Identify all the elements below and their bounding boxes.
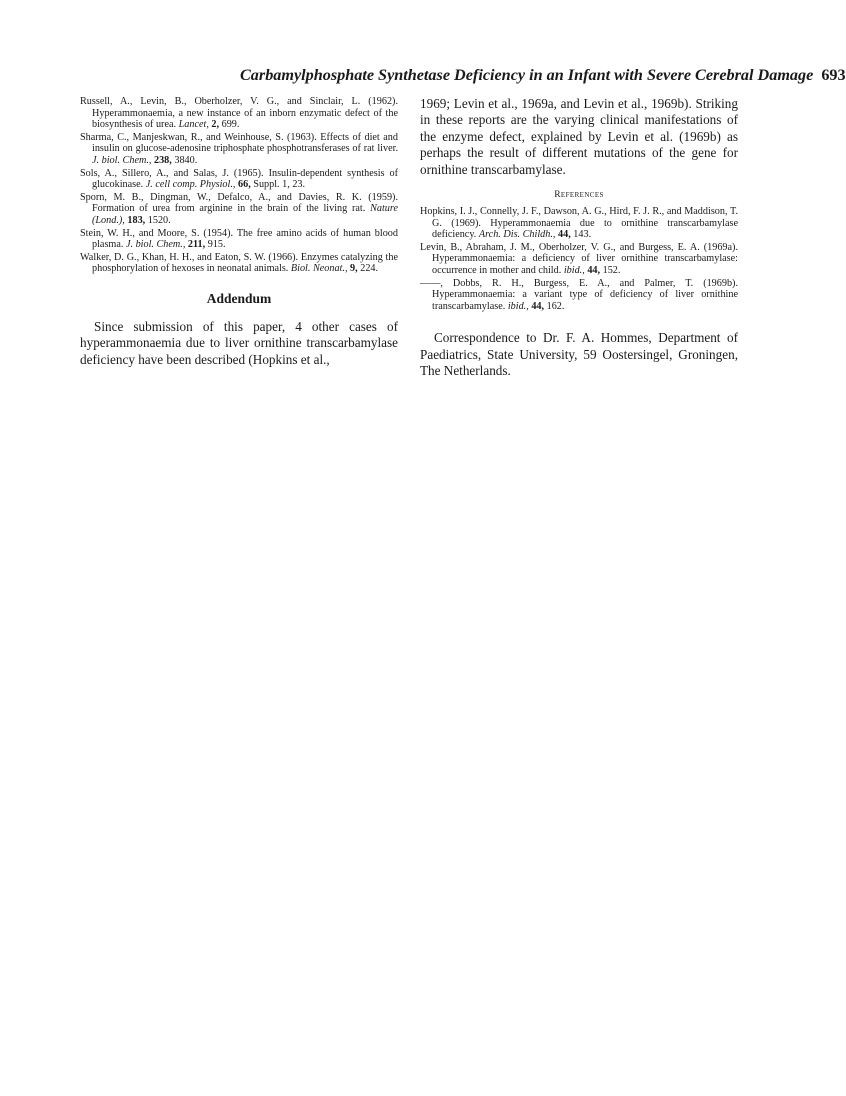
running-head-title: Carbamylphosphate Synthetase Deficiency in an Infant with Severe Cerebral Damage <box>240 66 814 84</box>
reference-entry: Walker, D. G., Khan, H. H., and Eaton, S. W. (1966). Enzymes catalyzing the phosphorylation of hexoses in neonatal animals. Biol. Neonat., 9, 224. <box>80 251 398 275</box>
addendum-text-left: Since submission of this paper, 4 other cases of hyperammonaemia due to liver ornithine transcarbamylase deficiency have been described (Hopkins et al., <box>80 318 398 367</box>
reference-entry: ——, Dobbs, R. H., Burgess, E. A., and Palmer, T. (1969b). Hyperammonaemia: a variant type of deficiency of liver ornithine transcarbamylase. ibid., 44, 162. <box>420 277 738 312</box>
reference-entry: Sharma, C., Manjeskwan, R., and Weinhouse, S. (1963). Effects of diet and insulin on glucose-adenosine triphosphate phosphotransferases of rat liver. J. biol. Chem., 238, 3840. <box>80 131 398 166</box>
page-number: 693 <box>821 66 846 84</box>
left-column <box>80 96 398 368</box>
correspondence-note: Correspondence to Dr. F. A. Hommes, Department of Paediatrics, State University, 59 Oostersingel, Groningen, The Netherlands. <box>420 330 738 379</box>
reference-entry: Russell, A., Levin, B., Oberholzer, V. G., and Sinclair, L. (1962). Hyperammonaemia, a new instance of an inborn enzymatic defect of the biosynthesis of urea. Lancet, 2, 699. <box>80 96 398 131</box>
reference-entry: Stein, W. H., and Moore, S. (1954). The free amino acids of human blood plasma. J. biol. Chem., 211, 915. <box>80 227 398 251</box>
references-heading: References <box>554 190 604 201</box>
reference-entry: Sols, A., Sillero, A., and Salas, J. (1965). Insulin-dependent synthesis of glucokinase. J. cell comp. Physiol., 66, Suppl. 1, 23. <box>80 167 399 191</box>
addendum-heading: Addendum <box>206 290 272 306</box>
running-head <box>240 66 846 85</box>
reference-entry: Sporn, M. B., Dingman, W., Defalco, A., and Davies, R. K. (1959). Formation of urea from arginine in the brain of the living rat. Nature (Lond.), 183, 1520. <box>80 191 398 226</box>
right-column <box>420 96 738 393</box>
addendum-text-right: 1969; Levin et al., 1969a, and Levin et al., 1969b). Striking in these reports are the varying clinical manifestations of the enzyme defect, explained by Levin et al. (1969b) as perhaps the result of different mutations of the gene for ornithine transcarbamylase. <box>420 96 738 177</box>
reference-entry: Hopkins, I. J., Connelly, J. F., Dawson, A. G., Hird, F. J. R., and Maddison, T. G. (1969). Hyperammonaemia due to ornithine transcarbamylase deficiency. Arch. Dis. Childh., 44, 143. <box>420 206 738 241</box>
reference-entry: Levin, B., Abraham, J. M., Oberholzer, V. G., and Burgess, E. A. (1969a). Hyperammonaemia: a deficiency of liver ornithine transcarbamylase: occurrence in mother and child. ibid., 44, 152. <box>420 241 738 276</box>
